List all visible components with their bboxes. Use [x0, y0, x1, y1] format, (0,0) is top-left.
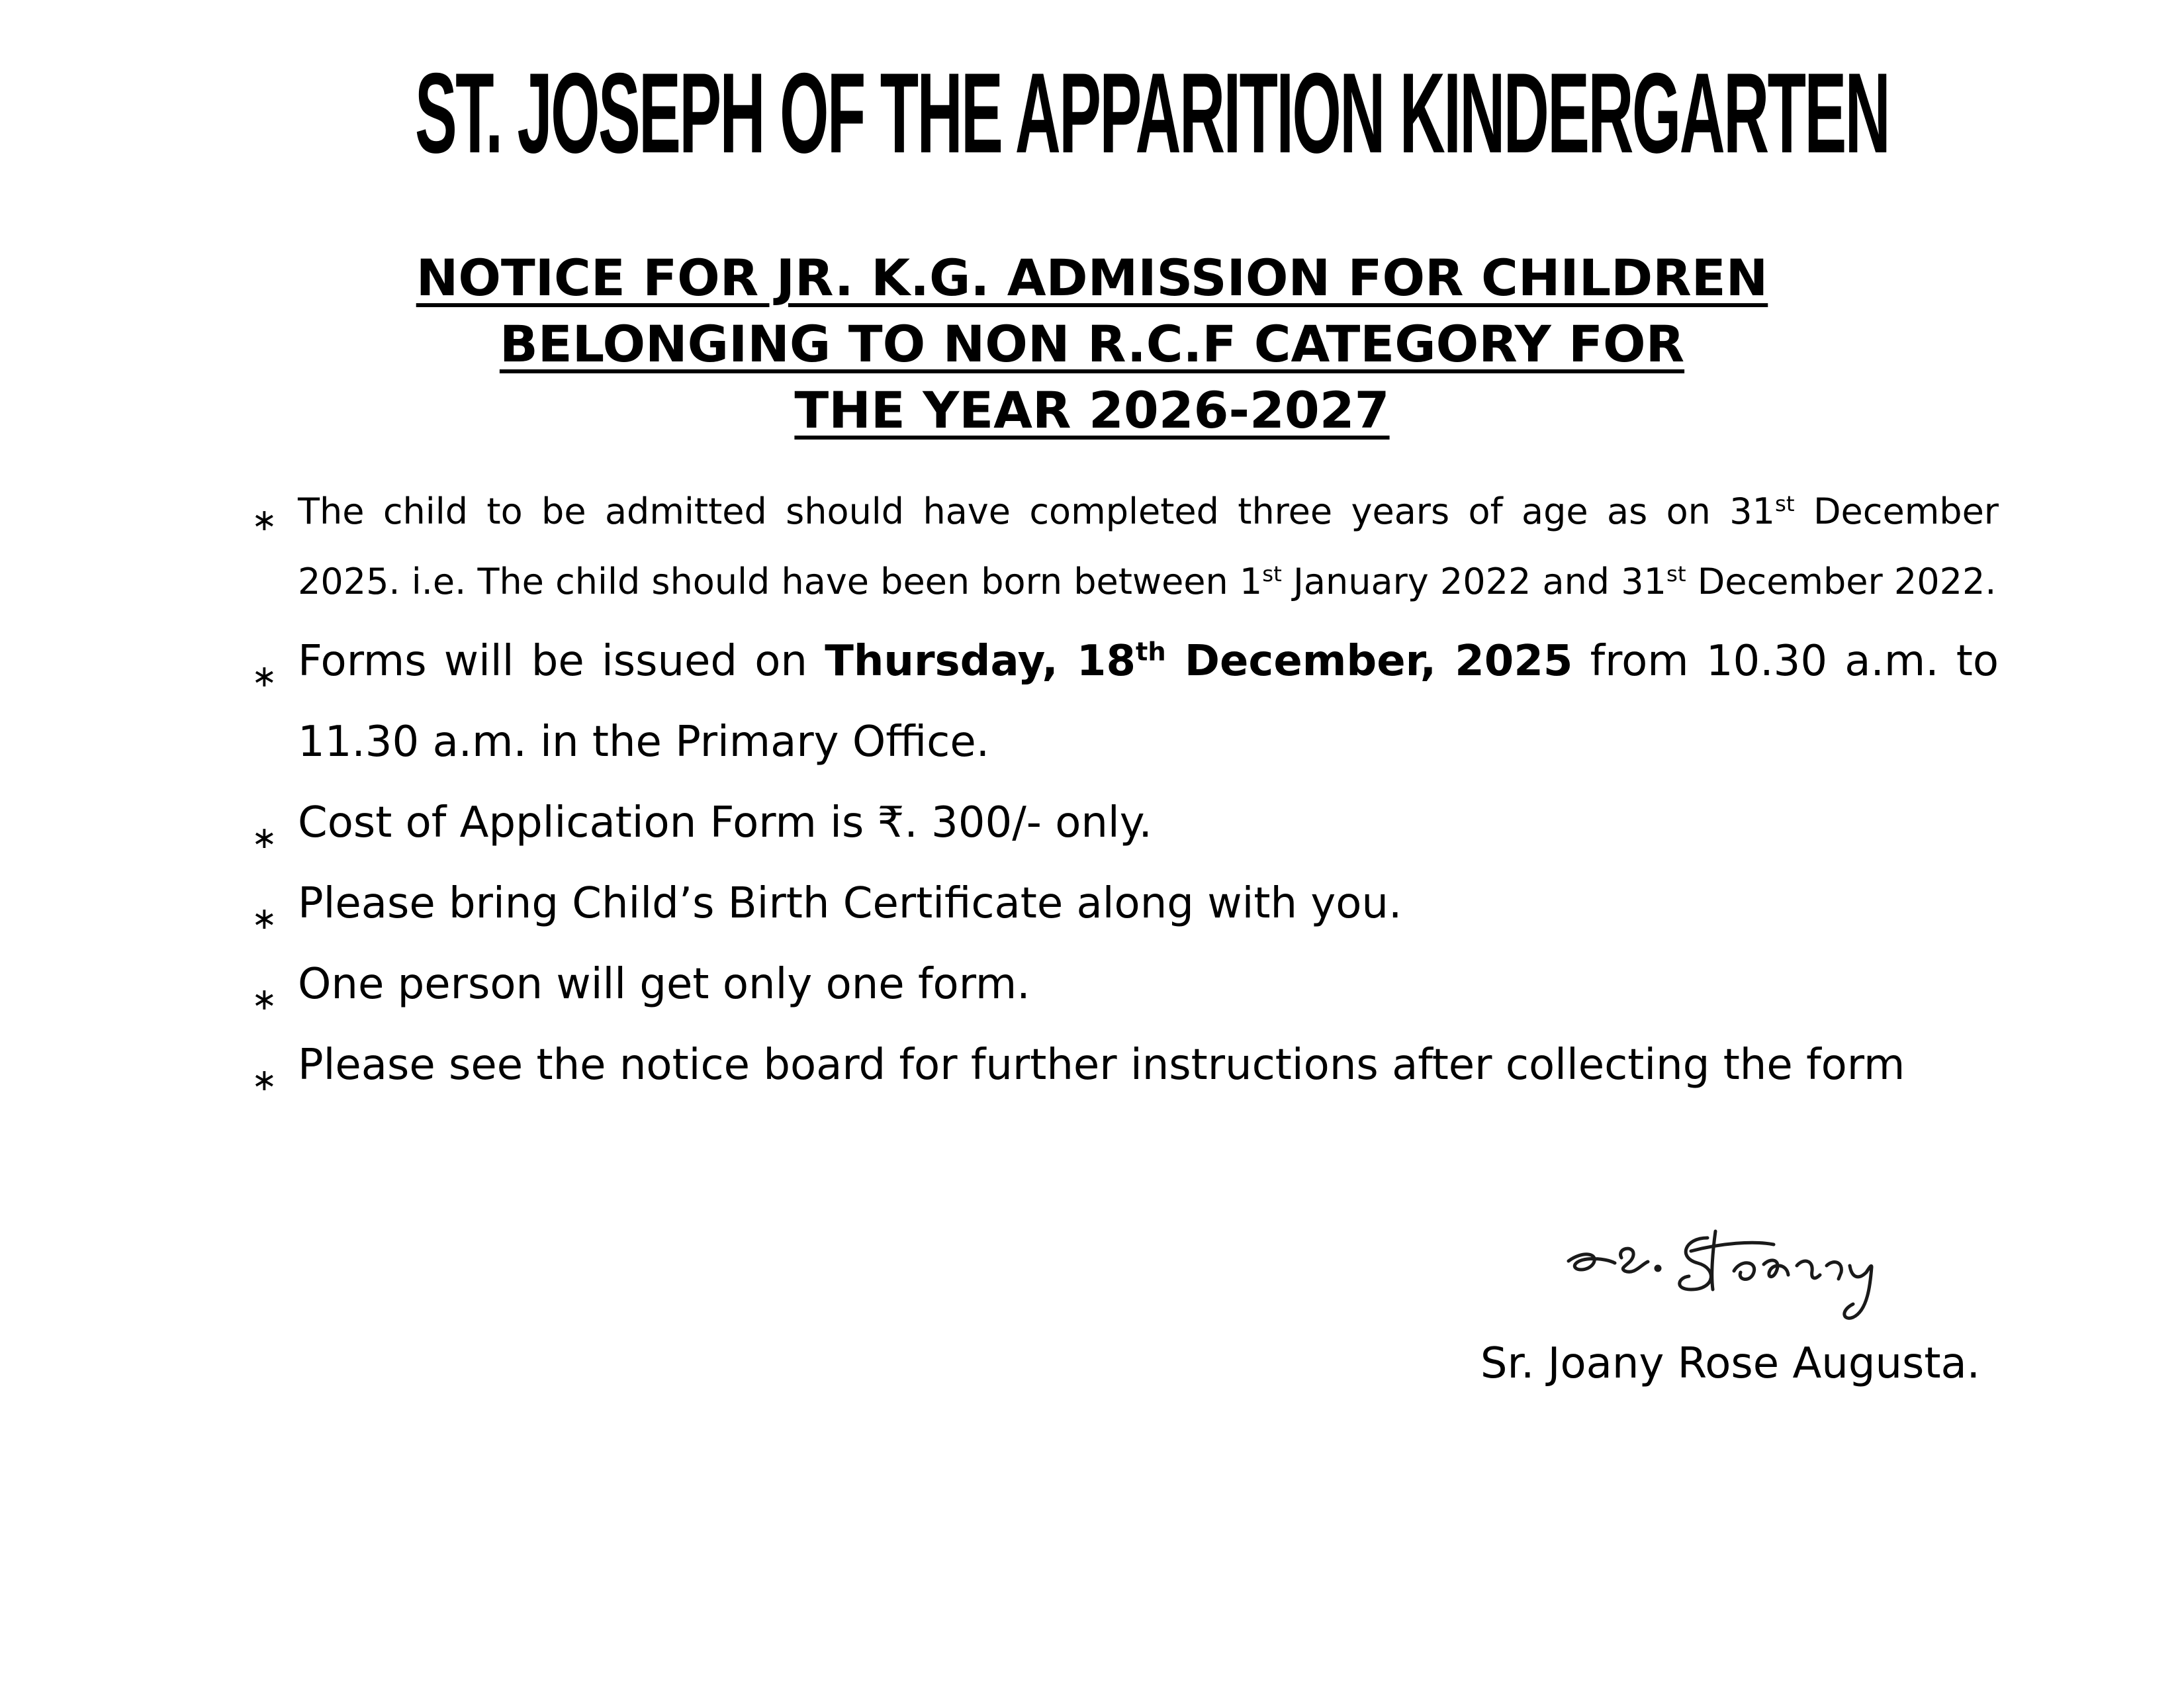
point-text: One person will get only one form.	[298, 960, 1030, 1009]
point-text: Please see the notice board for further instructions after collecting the form	[298, 1041, 1905, 1090]
notice-heading-line-2: BELONGING TO NON R.C.F CATEGORY FOR	[499, 314, 1685, 373]
point-form-cost	[251, 782, 1999, 863]
point-birth-certificate	[251, 863, 1999, 944]
point-text: Please bring Child’s Birth Certificate along with you.	[298, 879, 1402, 928]
point-notice-board	[251, 1025, 1999, 1105]
handwritten-signature	[1542, 1211, 1939, 1331]
notice-heading	[0, 245, 2184, 444]
asterisk-bullet-icon: ∗	[251, 1062, 277, 1098]
notice-heading-line-3: THE YEAR 2026-2027	[794, 381, 1390, 440]
svg-text:S. Joany: S. Joany	[1542, 1211, 1545, 1212]
asterisk-bullet-icon: ∗	[251, 820, 277, 855]
notice-points-list	[251, 477, 1999, 1105]
notice-heading-line-1: NOTICE FOR JR. K.G. ADMISSION FOR CHILDREN	[416, 248, 1768, 307]
signer-name: Sr. Joany Rose Augusta.	[1480, 1339, 1980, 1388]
point-text: Forms will be issued on Thursday, 18th December, 2025 from 10.30 a.m. to 11.30 a.m. in the Primary Office.	[298, 637, 1999, 767]
point-one-form-per-person	[251, 944, 1999, 1025]
asterisk-bullet-icon: ∗	[251, 900, 277, 936]
point-text: The child to be admitted should have completed three years of age as on 31st December 2025. i.e. The child should have been born between 1st January 2022 and 31st December 2022.	[298, 491, 1999, 602]
issue-date-bold: Thursday, 18th December, 2025	[825, 637, 1573, 686]
school-name: ST. JOSEPH OF THE APPARITION KINDERGARTEN	[415, 49, 1889, 177]
asterisk-bullet-icon: ∗	[251, 658, 277, 694]
asterisk-bullet-icon: ∗	[251, 981, 277, 1017]
asterisk-bullet-icon: ∗	[251, 502, 277, 538]
point-text: Cost of Application Form is ₹. 300/- only.	[298, 798, 1152, 847]
point-age-eligibility	[251, 477, 1999, 617]
point-form-issue-date	[251, 621, 1999, 782]
